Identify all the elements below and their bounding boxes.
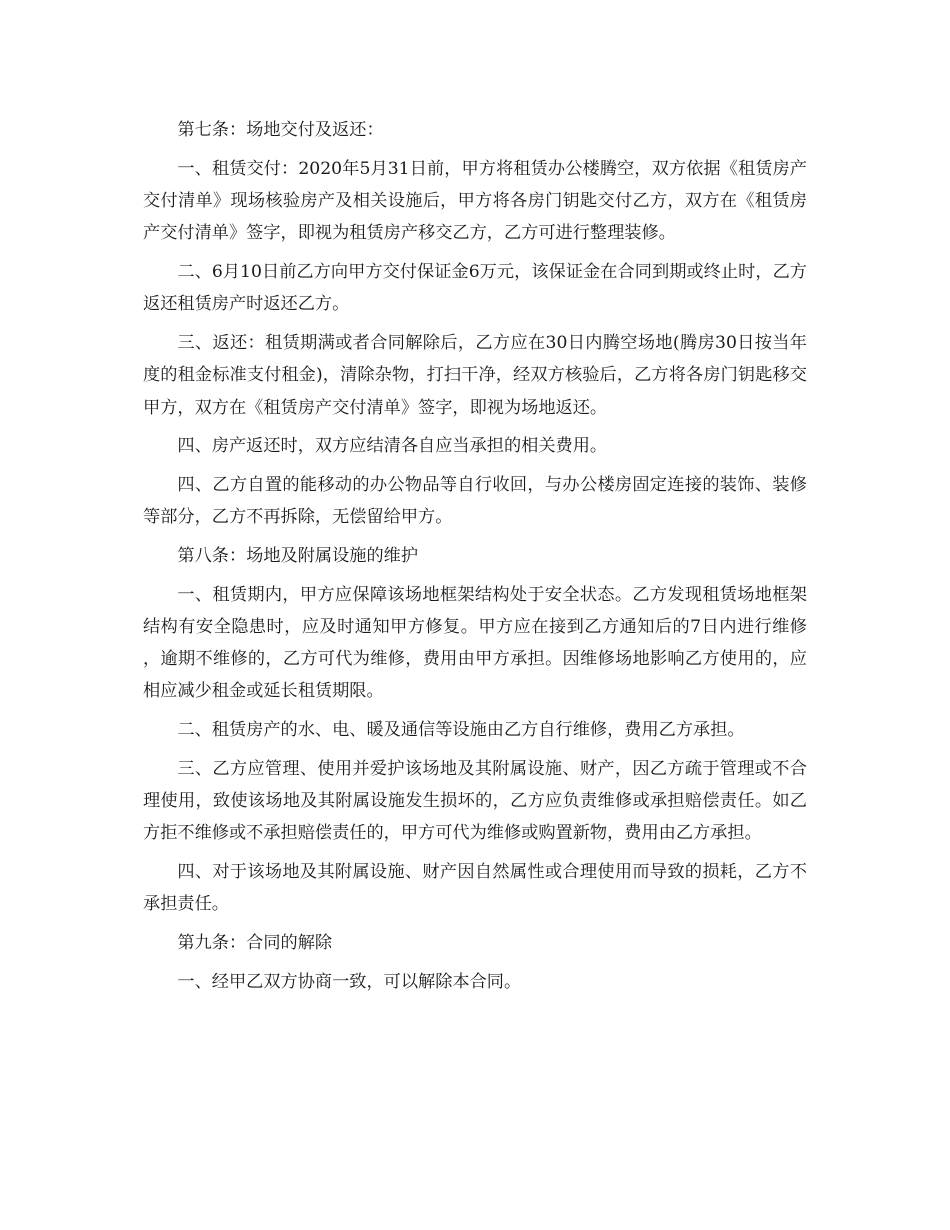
article-7-clause-2: 二、6月10日前乙方向甲方交付保证金6万元，该保证金在合同到期或终止时，乙方返还租赁房产时返还乙方。 (143, 261, 807, 315)
article-9-clause-1: 一、经甲乙双方协商一致，可以解除本合同。 (177, 971, 522, 992)
article-7-heading: 第七条：场地交付及返还： (177, 120, 384, 140)
article-8-clause-1: 一、租赁期内，甲方应保障该场地框架结构处于安全状态。乙方发现租赁场地框架结构有安全隐患时，应及时通知甲方修复。甲方应在接到乙方通知后的7日内进行维修，逾期不维修的，乙方可代为维修，费用由甲方承担。因维修场地影响乙方使用的，应相应减少租金或延长租赁期限。 (143, 584, 807, 702)
article-9-heading: 第九条：合同的解除 (177, 933, 333, 954)
article-7-clause-1: 一、租赁交付：2020年5月31日前，甲方将租赁办公楼腾空，双方依据《租赁房产交付清单》现场核验房产及相关设施后，甲方将各房门钥匙交付乙方，双方在《租赁房产交付清单》签字，即视为租赁房产移交乙方，乙方可进行整理装修。 (143, 158, 807, 244)
article-7-clause-3: 三、返还：租赁期满或者合同解除后，乙方应在30日内腾空场地(腾房30日按当年度的租金标准支付租金)，清除杂物，打扫干净，经双方核验后，乙方将各房门钥匙移交甲方，双方在《租赁房产交付清单》签字，即视为场地返还。 (143, 332, 807, 418)
document-body (143, 114, 807, 1005)
article-7-clause-4b: 四、乙方自置的能移动的办公物品等自行收回，与办公楼房固定连接的装饰、装修等部分，乙方不再拆除，无偿留给甲方。 (143, 474, 807, 528)
article-8-clause-2: 二、租赁房产的水、电、暖及通信等设施由乙方自行维修，费用乙方承担。 (177, 720, 745, 741)
article-8-heading: 第八条：场地及附属设施的维护 (177, 545, 419, 566)
article-8-clause-3: 三、乙方应管理、使用并爱护该场地及其附属设施、财产，因乙方疏于管理或不合理使用，致使该场地及其附属设施发生损坏的，乙方应负责维修或承担赔偿责任。如乙方拒不维修或不承担赔偿责任的，甲方可代为维修或购置新物，费用由乙方承担。 (143, 758, 807, 844)
article-7-clause-4: 四、房产返还时，双方应结清各自应当承担的相关费用。 (177, 436, 608, 457)
article-8-clause-4: 四、对于该场地及其附属设施、财产因自然属性或合理使用而导致的损耗，乙方不承担责任。 (143, 862, 807, 915)
